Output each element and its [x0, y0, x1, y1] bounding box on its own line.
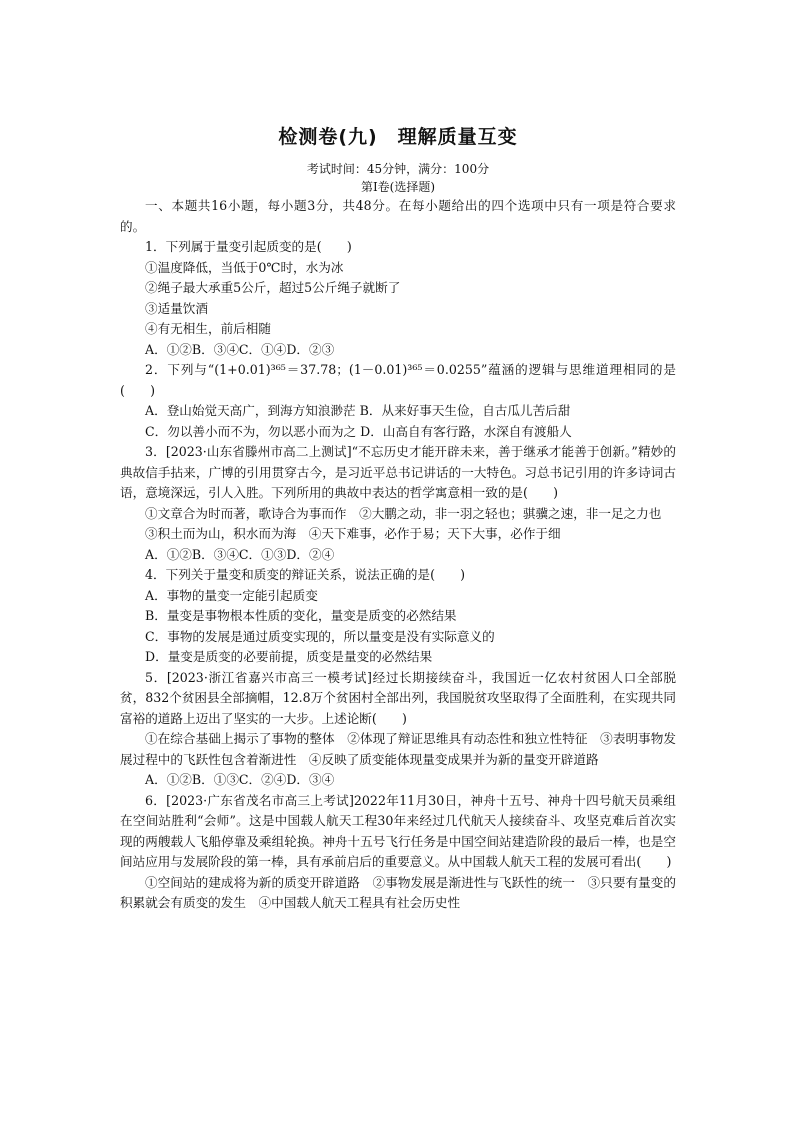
answer-choices: D．量变是质变的必要前提，质变是量变的必然结果: [145, 649, 433, 664]
statement-item: ①在综合基础上揭示了事物的整体 ②体现了辩证思维具有动态性和独立性特征 ③表明事物发展过程中的飞跃性包含着渐进性 ④反映了质变能体现量变成果并为新的量变开辟道路: [120, 731, 676, 767]
statement-item: ②绳子最大承重5公斤，超过5公斤绳子就断了: [145, 280, 401, 295]
answer-choices: A．登山始觉天高广，到海方知浪渺茫 B．从来好事天生俭，自古瓜儿苦后甜: [145, 403, 571, 418]
statement-item: ④有无相生，前后相随: [145, 321, 271, 336]
answer-choices: B．量变是事物根本性质的变化，量变是质变的必然结果: [145, 608, 457, 623]
section-heading: 第Ⅰ卷(选择题): [360, 180, 436, 194]
question-stem: 2．下列与“(1+0.01)³⁶⁵＝37.78；(1－0.01)³⁶⁵＝0.0255”蕴涵的逻辑与思维道理相同的是( ): [120, 362, 676, 398]
answer-choices: A．①②B．①③C．②④D．③④: [145, 772, 335, 787]
exam-page: [120, 120, 676, 914]
answer-choices: A．事物的量变一定能引起质变: [145, 587, 318, 603]
answer-choices: A．①②B．③④C．①④D．②③: [145, 341, 335, 357]
statement-item: ①文章合为时而著，歌诗合为事而作 ②大鹏之动，非一羽之轻也；骐骥之速，非一足之力也: [145, 505, 662, 521]
exam-info: 考试时间：45分钟，满分：100分: [306, 162, 490, 176]
question-stem: 1．下列属于量变引起质变的是( ): [145, 239, 352, 254]
statement-item: ①空间站的建成将为新的质变开辟道路 ②事物发展是渐进性与飞跃性的统一 ③只要有量变的积累就会有质变的发生 ④中国载人航天工程具有社会历史性: [120, 874, 676, 910]
question-stem: 3．[2023·山东省滕州市高二上测试]“不忘历史才能开辟未来，善于继承才能善于创新。”精妙的典故信手拈来，广博的引用贯穿古今，是习近平总书记讲话的一大特色。习总书记引用的许多诗词古语，意境深远，引人入胜。下列所用的典故中表达的哲学寓意相一致的是( ): [120, 444, 676, 500]
question-stem: 6．[2023·广东省茂名市高三上考试]2022年11月30日，神舟十五号、神舟十四号航天员乘组在空间站胜利“会师”。这是中国载人航天工程30年来经过几代航天人接续奋斗、攻坚克难后首次实现的两艘载人飞船停靠及乘组轮换。神舟十五号飞行任务是中国空间站建造阶段的最后一棒，也是空间站应用与发展阶段的第一棒，具有承前启后的重要意义。从中国载人航天工程的发展可看出( ): [120, 792, 676, 869]
page-title: 检测卷(九) 理解质量互变: [278, 126, 518, 148]
question-stem: 5．[2023·浙江省嘉兴市高三一模考试]经过长期接续奋斗，我国近一亿农村贫困人口全部脱贫，832个贫困县全部摘帽，12.8万个贫困村全部出列，我国脱贫攻坚取得了全面胜利，在实现共同富裕的道路上迈出了坚实的一大步。上述论断( ): [120, 669, 676, 726]
answer-choices: C．勿以善小而不为，勿以恶小而为之 D．山高自有客行路，水深自有渡船人: [145, 423, 572, 439]
answer-choices: A．①②B．③④C．①③D．②④: [145, 546, 335, 562]
statement-item: ①温度降低，当低于0℃时，水为冰: [145, 259, 344, 275]
instructions: 一、本题共16小题，每小题3分，共48分。在每小题给出的四个选项中只有一项是符合要求的。: [120, 198, 676, 234]
statement-item: ③适量饮酒: [145, 300, 208, 316]
answer-choices: C．事物的发展是通过质变实现的，所以量变是没有实际意义的: [145, 628, 495, 644]
statement-item: ③积土而为山，积水而为海 ④天下难事，必作于易；天下大事，必作于细: [145, 526, 561, 541]
question-list: [120, 237, 676, 914]
question-stem: 4．下列关于量变和质变的辩证关系，说法正确的是( ): [145, 567, 466, 582]
